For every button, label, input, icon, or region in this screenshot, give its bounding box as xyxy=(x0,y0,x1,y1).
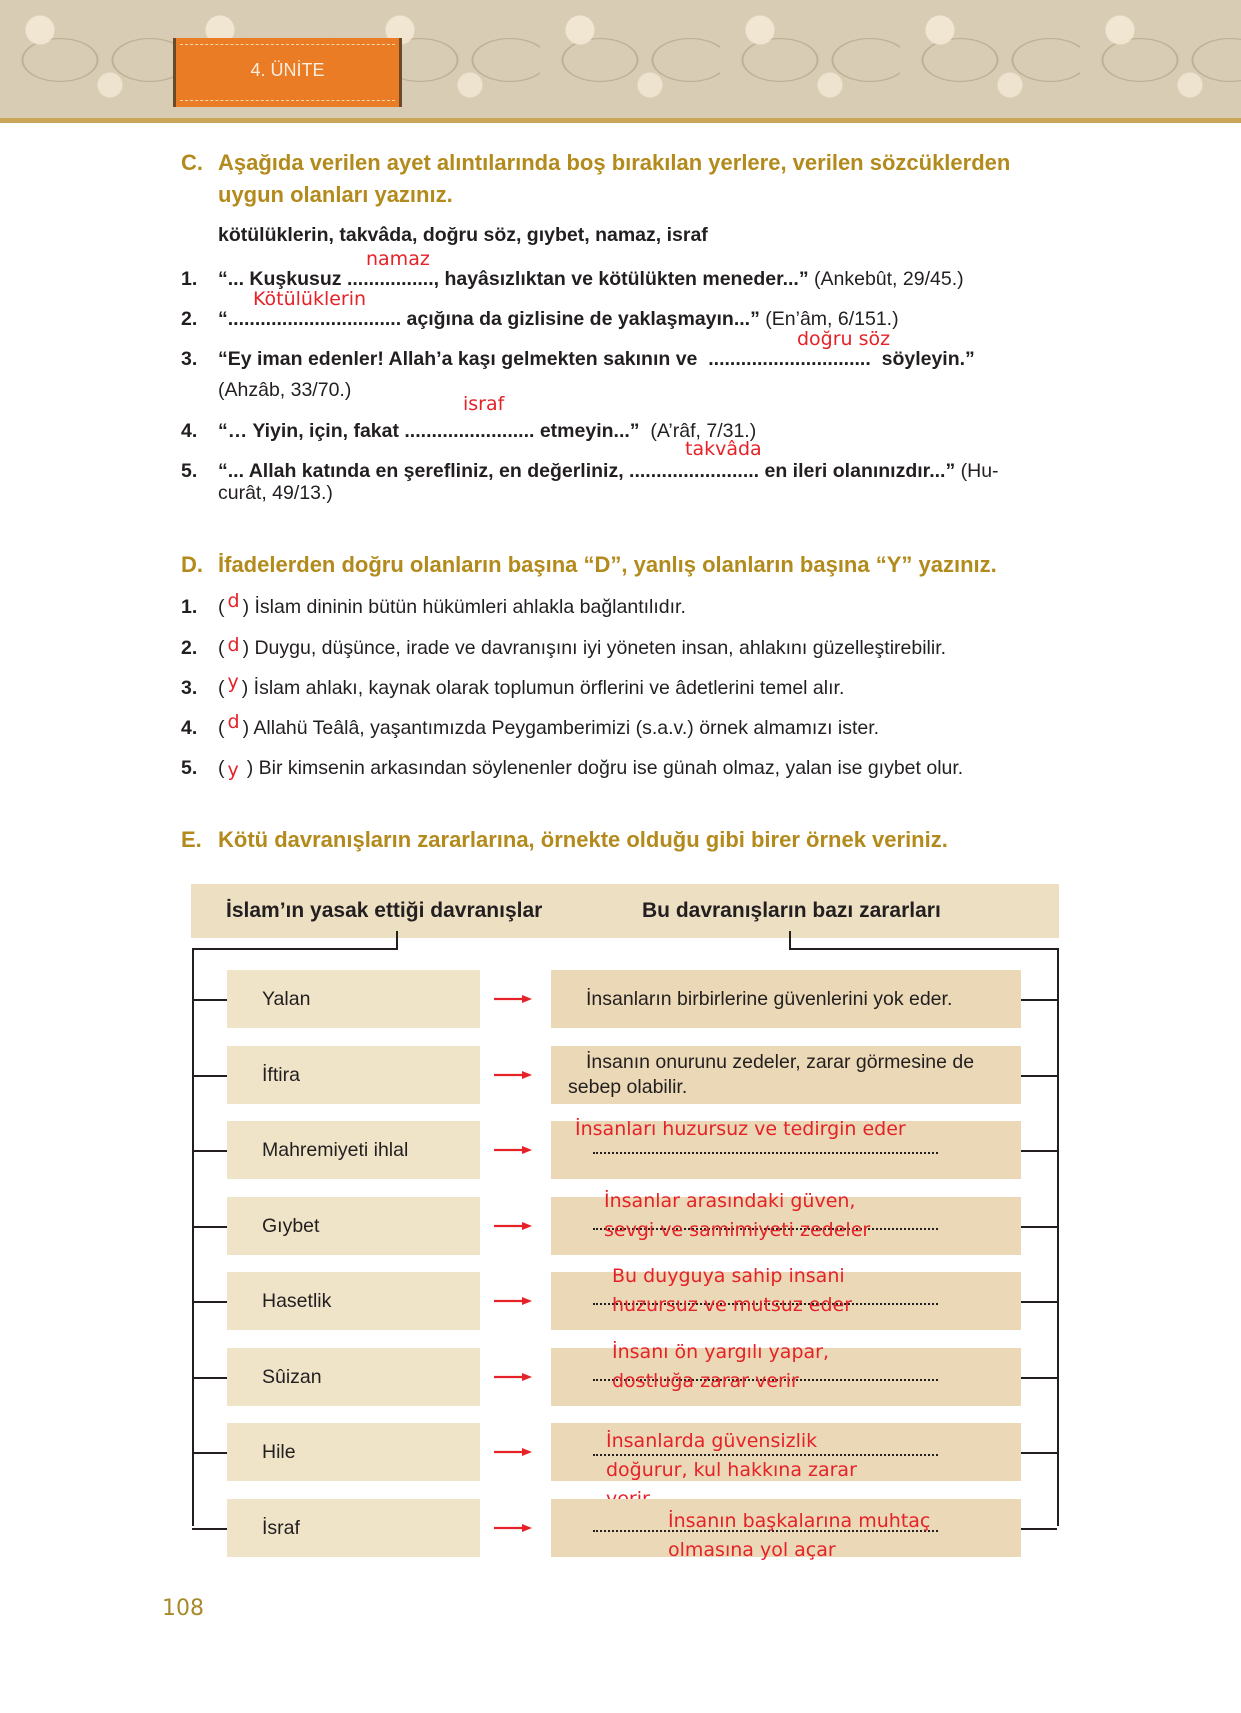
answer-c4: israf xyxy=(463,393,505,415)
answer-c2: Kötülüklerin xyxy=(253,288,367,310)
statement: ) Bir kimsenin arkasından söylenenler doğru ise günah olmaz, yalan ise gıybet olur. xyxy=(246,757,964,779)
handwritten-answer: İnsanı ön yargılı yapar, xyxy=(612,1341,829,1363)
harm-text-cont: sebep olabilir. xyxy=(568,1076,688,1098)
behavior-label: İsraf xyxy=(262,1517,300,1539)
answer-d3: y xyxy=(227,671,239,693)
statement: ) Allahü Teâlâ, yaşantımızda Peygamberimizi (s.a.v.) örnek almamızı ister. xyxy=(242,717,880,739)
right-arrow-icon xyxy=(494,1145,532,1155)
behavior-label: Hasetlik xyxy=(262,1290,332,1312)
unit-label: 4. ÜNİTE xyxy=(250,60,325,80)
d-item-3: ( y ) İslam ahlakı, kaynak olarak toplumun örflerini ve âdetlerini temel alır. xyxy=(218,671,845,699)
banner-stripe xyxy=(0,118,1241,123)
handwritten-answer: dostluğa zarar verir xyxy=(612,1370,799,1392)
connector-top-right xyxy=(789,948,1059,950)
connector-top-left xyxy=(192,948,398,950)
handwritten-answer: İnsanlar arasındaki güven, xyxy=(604,1190,856,1212)
behavior-label: Mahremiyeti ihlal xyxy=(262,1139,409,1161)
d-item-4: ( d ) Allahü Teâlâ, yaşantımızda Peygamberimizi (s.a.v.) örnek almamızı ister. xyxy=(218,711,880,739)
answer-d1: d xyxy=(227,590,240,612)
item-number: 5. xyxy=(181,460,198,482)
section-c-instruction-1: Aşağıda verilen ayet alıntılarında boş bırakılan yerlere, verilen sözcüklerden xyxy=(218,150,1011,175)
tab-stitch-bottom xyxy=(180,100,395,101)
quote-source: (En’âm, 6/151.) xyxy=(759,308,899,330)
connector-left xyxy=(192,1528,227,1530)
item-number: 2. xyxy=(181,637,198,659)
connector-right xyxy=(1021,1377,1057,1379)
handwritten-answer: olmasına yol açar xyxy=(668,1539,836,1561)
quote-text: “................................ açığına da gizlisine de yaklaşmayın...” xyxy=(218,308,760,330)
connector-left xyxy=(192,1301,227,1303)
handwritten-answer: İnsanları huzursuz ve tedirgin eder xyxy=(575,1118,906,1140)
statement: ) İslam dininin bütün hükümleri ahlakla bağlantılıdır. xyxy=(242,596,686,618)
section-c-letter: C. xyxy=(181,150,203,175)
section-d-letter: D. xyxy=(181,552,203,577)
d-item-2: ( d ) Duygu, düşünce, irade ve davranışını iyi yöneten insan, ahlakını güzelleştirebilir. xyxy=(218,634,947,659)
quote-text: “... Kuşkusuz ................, hayâsızlıktan ve kötülükten meneder...” xyxy=(218,268,809,290)
connector-right xyxy=(1021,999,1057,1001)
statement: ) Duygu, düşünce, irade ve davranışını iyi yöneten insan, ahlakını güzelleştirebilir. xyxy=(242,637,947,659)
unit-tab xyxy=(173,38,402,107)
answer-c1: namaz xyxy=(366,248,430,270)
quote-source: (Hu- xyxy=(955,460,999,482)
quote-text: “… Yiyin, için, fakat ........................ etmeyin...” xyxy=(218,420,640,442)
connector-left xyxy=(192,1377,227,1379)
quote-source: (A’râf, 7/31.) xyxy=(639,420,757,442)
section-c-instruction-2: uygun olanları yazınız. xyxy=(218,182,453,207)
right-arrow-icon xyxy=(494,1372,532,1382)
answer-d5: y xyxy=(227,759,239,781)
bracket-left xyxy=(192,948,194,1526)
answer-blank-line xyxy=(593,1152,938,1154)
handwritten-answer: Bu duyguya sahip insani xyxy=(612,1265,845,1287)
item-number: 3. xyxy=(181,677,198,699)
column-header-right: Bu davranışların bazı zararları xyxy=(642,899,941,922)
word-bank: kötülüklerin, takvâda, doğru söz, gıybet, namaz, israf xyxy=(218,224,708,246)
bracket-right xyxy=(1057,948,1059,1526)
answer-d2: d xyxy=(227,634,240,656)
section-e-instruction: Kötü davranışların zararlarına, örnekte olduğu gibi birer örnek veriniz. xyxy=(218,827,948,852)
right-arrow-icon xyxy=(494,1523,532,1533)
quote-c5 xyxy=(218,460,999,483)
answer-c3: doğru söz xyxy=(797,328,891,350)
behavior-label: Sûizan xyxy=(262,1366,322,1388)
behavior-label: İftira xyxy=(262,1064,300,1086)
connector-left xyxy=(192,1226,227,1228)
harm-text: İnsanların birbirlerine güvenlerini yok eder. xyxy=(586,988,953,1010)
column-header-left: İslam’ın yasak ettiği davranışlar xyxy=(226,899,543,922)
item-number: 1. xyxy=(181,596,198,618)
handwritten-answer: sevgi ve samimiyeti zedeler xyxy=(604,1219,871,1241)
quote-source: (Ankebût, 29/45.) xyxy=(808,268,964,290)
statement: ) İslam ahlakı, kaynak olarak toplumun örflerini ve âdetlerini temel alır. xyxy=(241,677,845,699)
section-d-instruction: İfadelerden doğru olanların başına “D”, yanlış olanların başına “Y” yazınız. xyxy=(218,552,997,577)
connector-left xyxy=(192,1150,227,1152)
item-number: 2. xyxy=(181,308,198,330)
quote-text: “... Allah katında en şerefliniz, en değerliniz, ........................ en ileri olanınızdır...” xyxy=(218,460,956,482)
connector-right xyxy=(1021,1226,1057,1228)
handwritten-answer: İnsanın başkalarına muhtaç xyxy=(668,1510,931,1532)
behavior-label: Gıybet xyxy=(262,1215,320,1237)
connector-right xyxy=(1021,1528,1057,1530)
page-number: 108 xyxy=(162,1596,204,1621)
behavior-label: Yalan xyxy=(262,988,311,1010)
right-arrow-icon xyxy=(494,1447,532,1457)
handwritten-answer: doğurur, kul hakkına zarar xyxy=(606,1459,857,1481)
right-arrow-icon xyxy=(494,1296,532,1306)
connector-right xyxy=(1021,1452,1057,1454)
item-number: 5. xyxy=(181,757,198,779)
answer-c5: takvâda xyxy=(685,438,762,460)
connector-left xyxy=(192,1452,227,1454)
behavior-label: Hile xyxy=(262,1441,296,1463)
section-e-letter: E. xyxy=(181,827,202,852)
connector-right xyxy=(1021,1301,1057,1303)
right-arrow-icon xyxy=(494,1070,532,1080)
item-number: 4. xyxy=(181,717,198,739)
handwritten-answer: huzursuz ve mutsuz eder xyxy=(612,1294,853,1316)
d-item-1: ( d ) İslam dininin bütün hükümleri ahlakla bağlantılıdır. xyxy=(218,590,686,618)
d-item-5: ( y ) Bir kimsenin arkasından söylenenler doğru ise günah olmaz, yalan ise gıybet olur. xyxy=(218,757,964,781)
quote-c3: “Ey iman edenler! Allah’a kaşı gelmekten sakının ve .............................. söyleyin.” xyxy=(218,348,975,370)
answer-d4: d xyxy=(227,711,240,733)
right-arrow-icon xyxy=(494,1221,532,1231)
tab-stitch-top xyxy=(180,44,395,45)
handwritten-answer: İnsanlarda güvensizlik xyxy=(606,1430,818,1452)
item-number: 3. xyxy=(181,348,198,370)
connector-left xyxy=(192,1075,227,1077)
harm-text: İnsanın onurunu zedeler, zarar görmesine de xyxy=(586,1051,975,1073)
connector-right xyxy=(1021,1150,1057,1152)
item-number: 1. xyxy=(181,268,198,290)
connector-left xyxy=(192,999,227,1001)
quote-source-cont: curât, 49/13.) xyxy=(218,482,333,504)
quote-source: (Ahzâb, 33/70.) xyxy=(218,379,352,401)
right-arrow-icon xyxy=(494,994,532,1004)
item-number: 4. xyxy=(181,420,198,442)
quote-c4 xyxy=(218,420,756,443)
connector-right xyxy=(1021,1075,1057,1077)
